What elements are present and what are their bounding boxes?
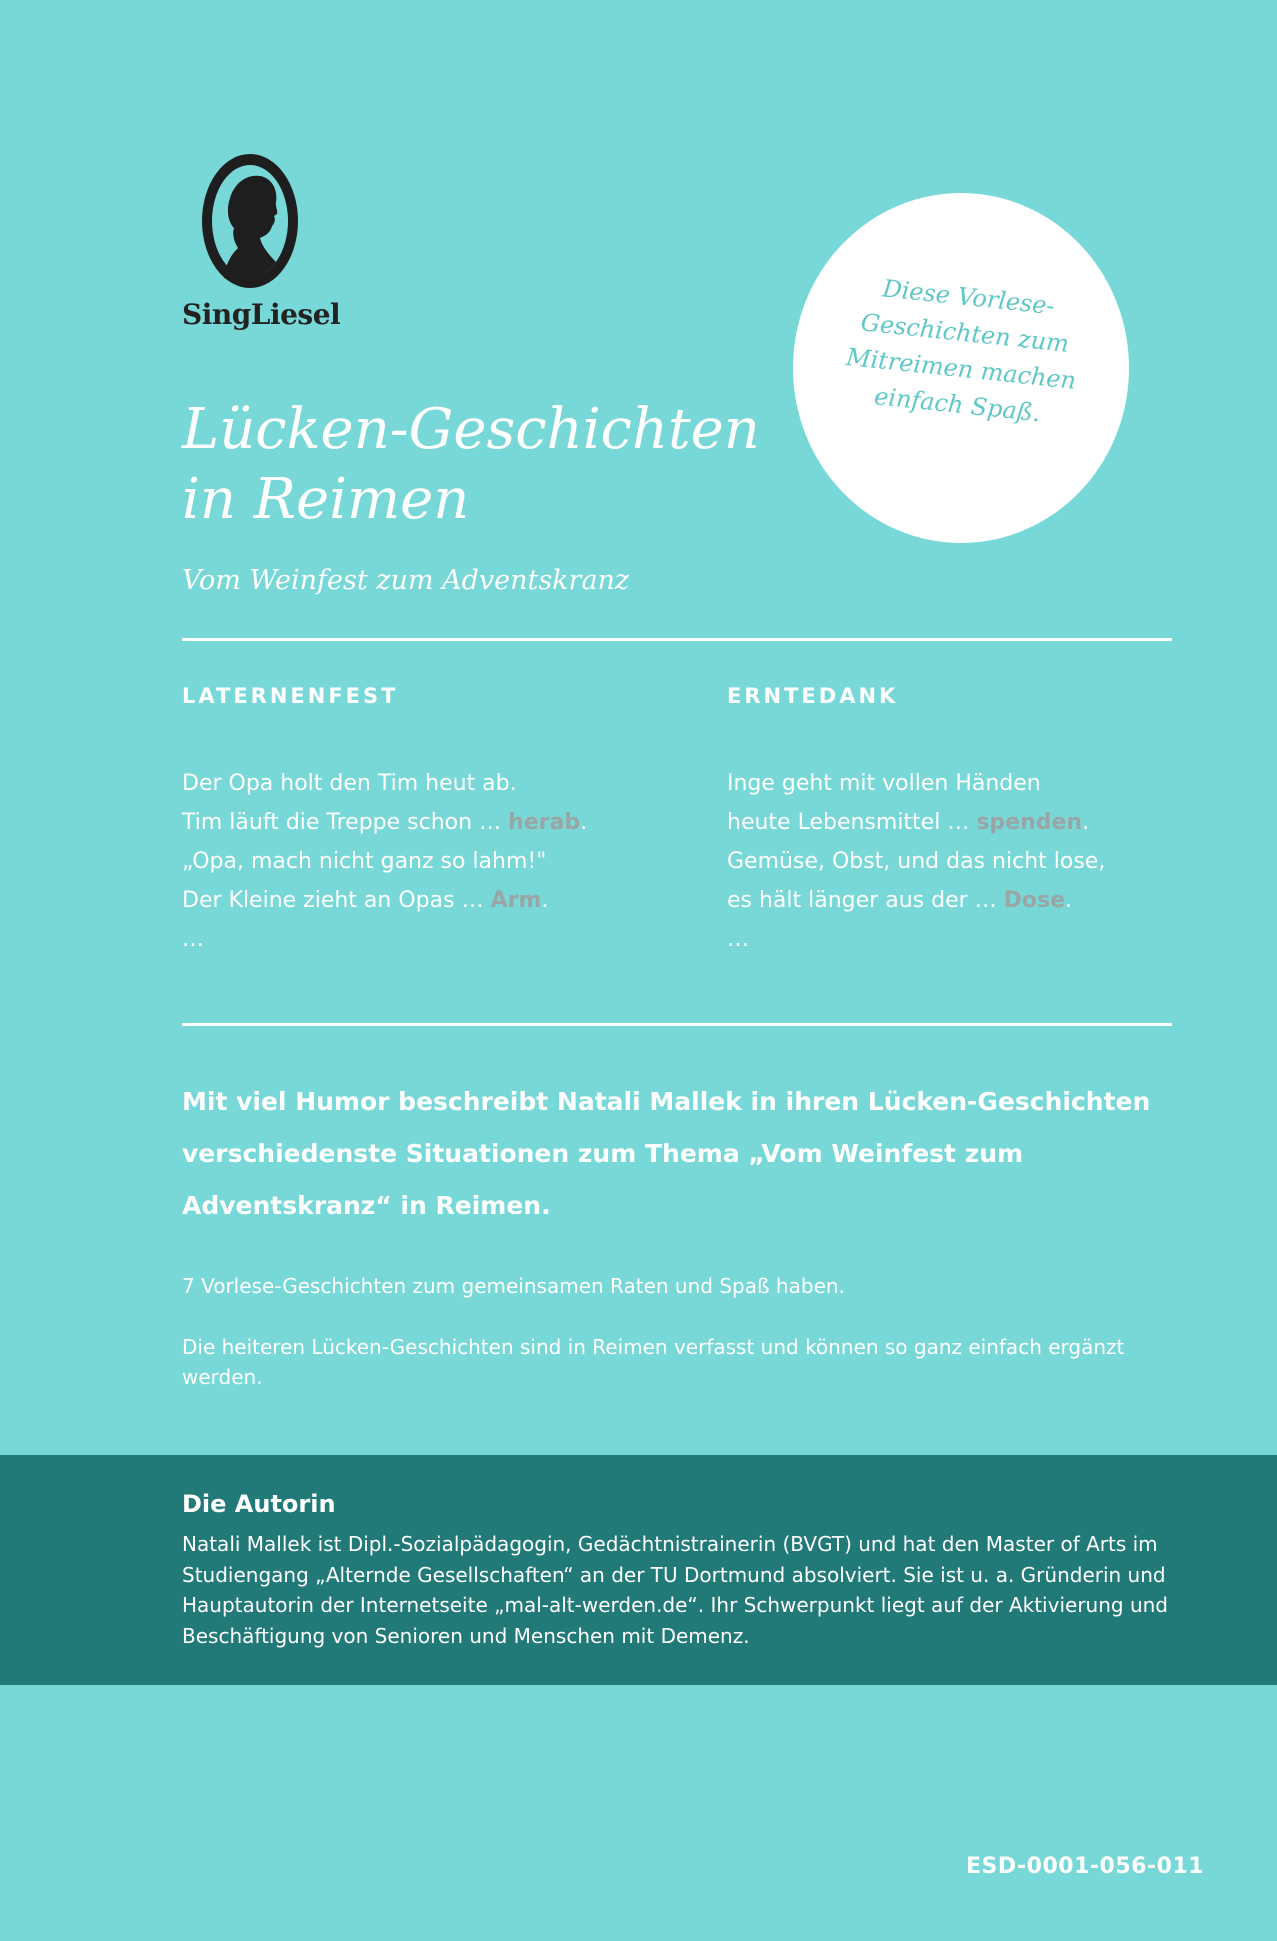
- poem-line: heute Lebensmittel … spenden.: [727, 810, 1090, 835]
- author-heading: Die Autorin: [182, 1490, 336, 1518]
- section-heading-erntedank: ERNTEDANK: [727, 684, 899, 708]
- brand-logo: [182, 150, 341, 331]
- poem-line: Der Kleine zieht an Opas … Arm.: [182, 888, 549, 913]
- poem-line: Der Opa holt den Tim heut ab.: [182, 771, 517, 796]
- book-subtitle: Vom Weinfest zum Adventskranz: [182, 565, 630, 596]
- description-paragraph-2: Die heiteren Lücken-Geschichten sind in Reimen verfasst und können so ganz einfach ergänzt werden.: [182, 1335, 1125, 1389]
- author-bio: Natali Mallek ist Dipl.-Sozialpädagogin, Gedächtnistrainerin (BVGT) und hat den Master of Arts im Studiengang „Alternde Gesellschaften“ an der TU Dortmund absolviert. Sie ist u. a. Gründerin und Hauptautorin der Internetseite „mal-alt-werden.de“. Ihr Schwerpunkt liegt auf der Aktivierung und Beschäftigung von Senioren und Menschen mit Demenz.: [182, 1532, 1168, 1648]
- description-lead: Mit viel Humor beschreibt Natali Mallek in ihren Lücken-Geschichten verschiedenste Situationen zum Thema „Vom Weinfest zum Adventskranz“ in Reimen.: [182, 1087, 1151, 1220]
- book-title-line2: in Reimen: [182, 467, 470, 532]
- gap-word: spenden: [976, 810, 1083, 835]
- promo-bubble-text: Diese Vorlese-Geschichten zum Mitreimen machen einfach Spaß.: [844, 274, 1078, 428]
- poem-erntedank: [727, 764, 1207, 959]
- silhouette-cameo-icon: [198, 150, 302, 292]
- divider-bottom: [182, 1023, 1172, 1026]
- brand-name: SingLiesel: [182, 298, 341, 331]
- poem-line: …: [727, 927, 749, 952]
- description-paragraph-1: 7 Vorlese-Geschichten zum gemeinsamen Raten und Spaß haben.: [182, 1274, 845, 1298]
- promo-bubble: [793, 193, 1129, 543]
- book-title-line1: Lücken-Geschichten: [182, 397, 760, 462]
- poem-line: Inge geht mit vollen Händen: [727, 771, 1041, 796]
- poem-line: „Opa, mach nicht ganz so lahm!": [182, 849, 547, 874]
- book-title: [182, 395, 822, 535]
- poem-laternenfest: [182, 764, 662, 959]
- product-code: ESD-0001-056-011: [965, 1854, 1204, 1879]
- section-heading-laternenfest: LATERNENFEST: [182, 684, 399, 708]
- poem-line: es hält länger aus der … Dose.: [727, 888, 1073, 913]
- poem-line: Tim läuft die Treppe schon … herab.: [182, 810, 588, 835]
- gap-word: herab: [508, 810, 581, 835]
- gap-word: Arm: [490, 888, 542, 913]
- divider-top: [182, 638, 1172, 641]
- poem-line: Gemüse, Obst, und das nicht lose,: [727, 849, 1106, 874]
- gap-word: Dose: [1003, 888, 1066, 913]
- poem-line: …: [182, 927, 204, 952]
